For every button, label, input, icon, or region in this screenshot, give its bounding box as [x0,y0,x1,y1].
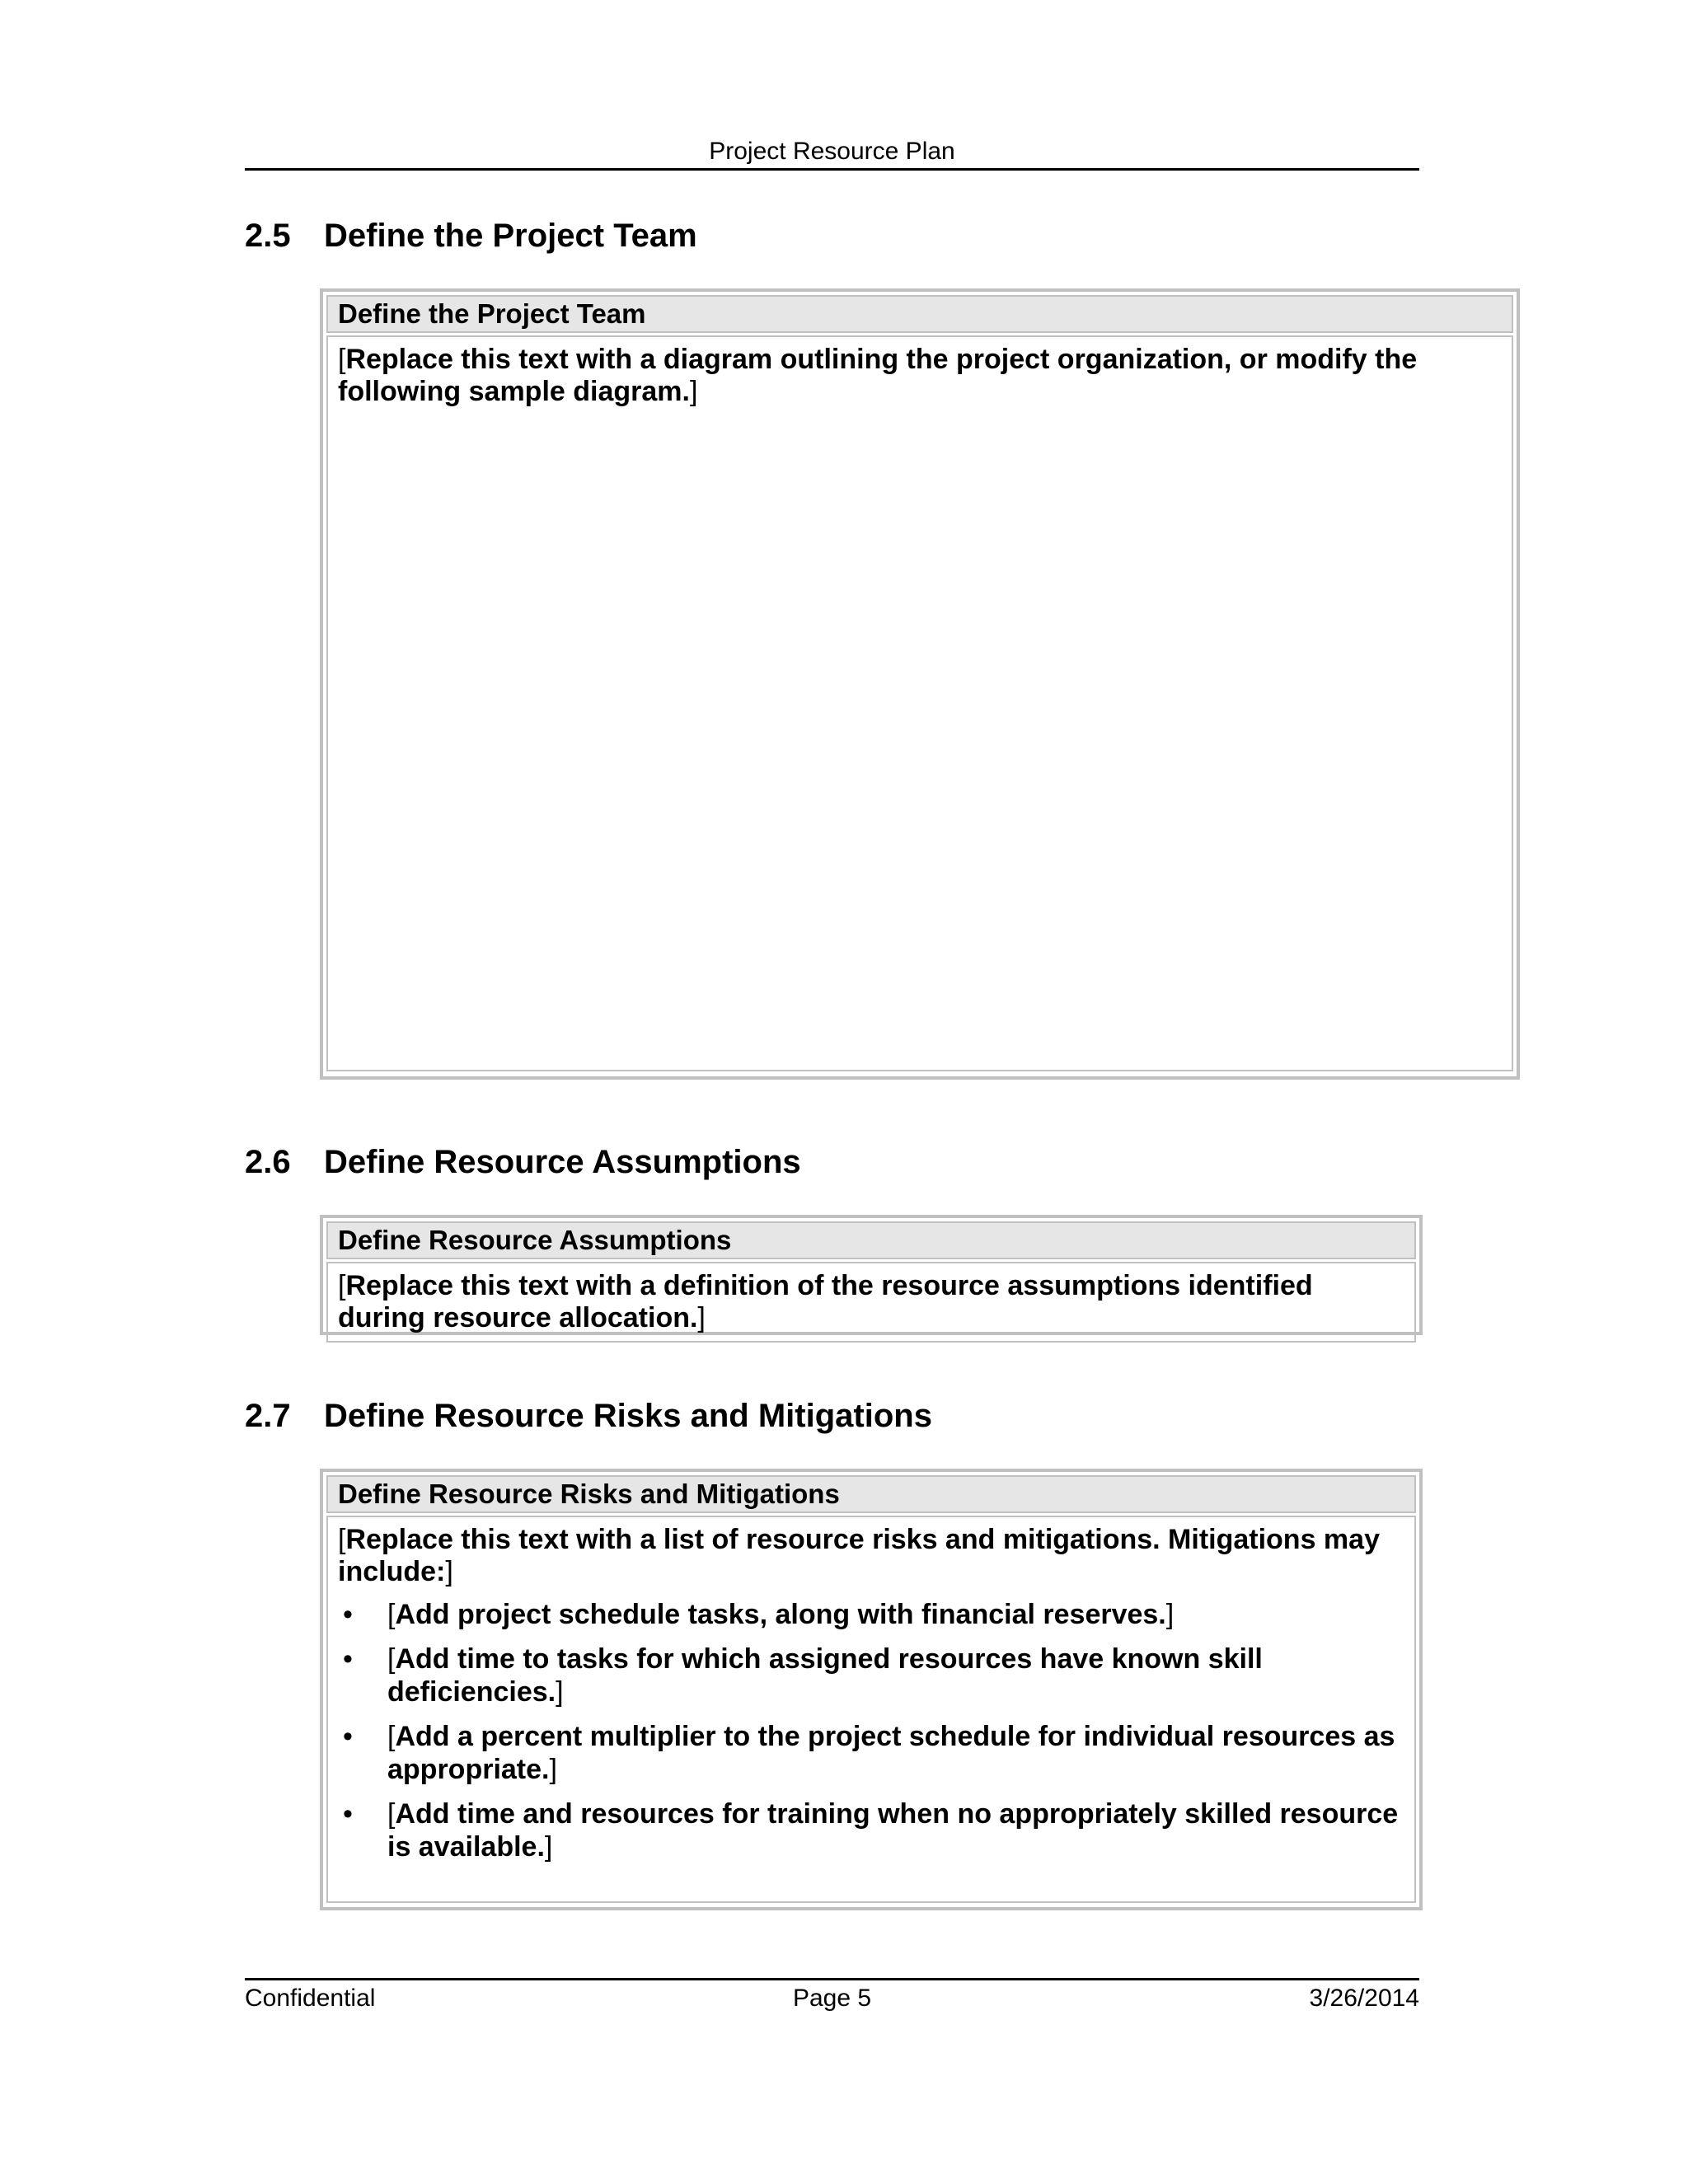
bullet-icon: • [343,1643,353,1675]
footer-date: 3/26/2014 [1309,1985,1419,2012]
box-body[interactable]: [Replace this text with a definition of the resource assumptions identified during resource allocation.] [326,1262,1416,1343]
page-footer [245,1978,1419,2017]
project-team-box [320,288,1520,1080]
section-number: 2.7 [245,1398,291,1434]
placeholder-text: Replace this text with a definition of the resource assumptions identified during resource allocation. [338,1270,1313,1333]
box-title: Define Resource Assumptions [326,1221,1416,1259]
section-number: 2.6 [245,1144,291,1180]
section-heading-2-6 [245,1142,801,1182]
box-title: Define Resource Risks and Mitigations [326,1475,1416,1513]
list-item: • [Add project schedule tasks, along with financial reserves.] [343,1599,1175,1630]
section-title: Define the Project Team [324,218,697,254]
mitigations-list [338,1598,1404,1863]
page-header [245,135,1419,171]
box-body[interactable]: [Replace this text with a diagram outlining the project organization, or modify the following sample diagram.] [326,335,1513,1071]
section-heading-2-7 [245,1396,932,1436]
bullet-icon: • [343,1599,353,1630]
placeholder-text: Replace this text with a list of resource risks and mitigations. Mitigations may include: [338,1524,1380,1587]
header-title: Project Resource Plan [709,138,955,165]
list-item-text: Add a percent multiplier to the project schedule for individual resources as appropriate. [387,1721,1395,1785]
risks-mitigations-box [320,1469,1423,1910]
placeholder-text: Replace this text with a diagram outlining the project organization, or modify the following sample diagram. [338,344,1418,407]
section-title: Define Resource Assumptions [324,1144,801,1180]
list-item-text: Add time and resources for training when no appropriately skilled resource is available. [387,1798,1399,1863]
box-title: Define the Project Team [326,295,1513,333]
section-title: Define Resource Risks and Mitigations [324,1398,932,1434]
list-item-text: Add project schedule tasks, along with financial reserves. [395,1599,1166,1630]
resource-assumptions-box [320,1215,1423,1335]
box-body[interactable]: [Replace this text with a list of resource risks and mitigations. Mitigations may include:] • [Add project schedule tasks, along with financial reserves.] • [Add time to tasks for which assigned resources have known skill deficiencies.] • [Add a percent multiplier to the project schedule for individual resources as appropriate.] • [Add time and resources for training when no appropriately skilled resource is available.] [326,1516,1416,1903]
section-heading-2-5 [245,216,697,255]
footer-confidential: Confidential [245,1985,376,2012]
list-item: • [Add time to tasks for which assigned resources have known skill deficiencies.] [343,1643,1263,1708]
bullet-icon: • [343,1721,353,1752]
list-item: • [Add a percent multiplier to the project schedule for individual resources as appropriate.] [343,1721,1395,1785]
list-item: • [Add time and resources for training when no appropriately skilled resource is available.] [343,1798,1399,1863]
bullet-icon: • [343,1798,353,1830]
section-number: 2.5 [245,218,291,254]
list-item-text: Add time to tasks for which assigned resources have known skill deficiencies. [387,1643,1263,1708]
footer-page-number: Page 5 [792,1985,872,2012]
